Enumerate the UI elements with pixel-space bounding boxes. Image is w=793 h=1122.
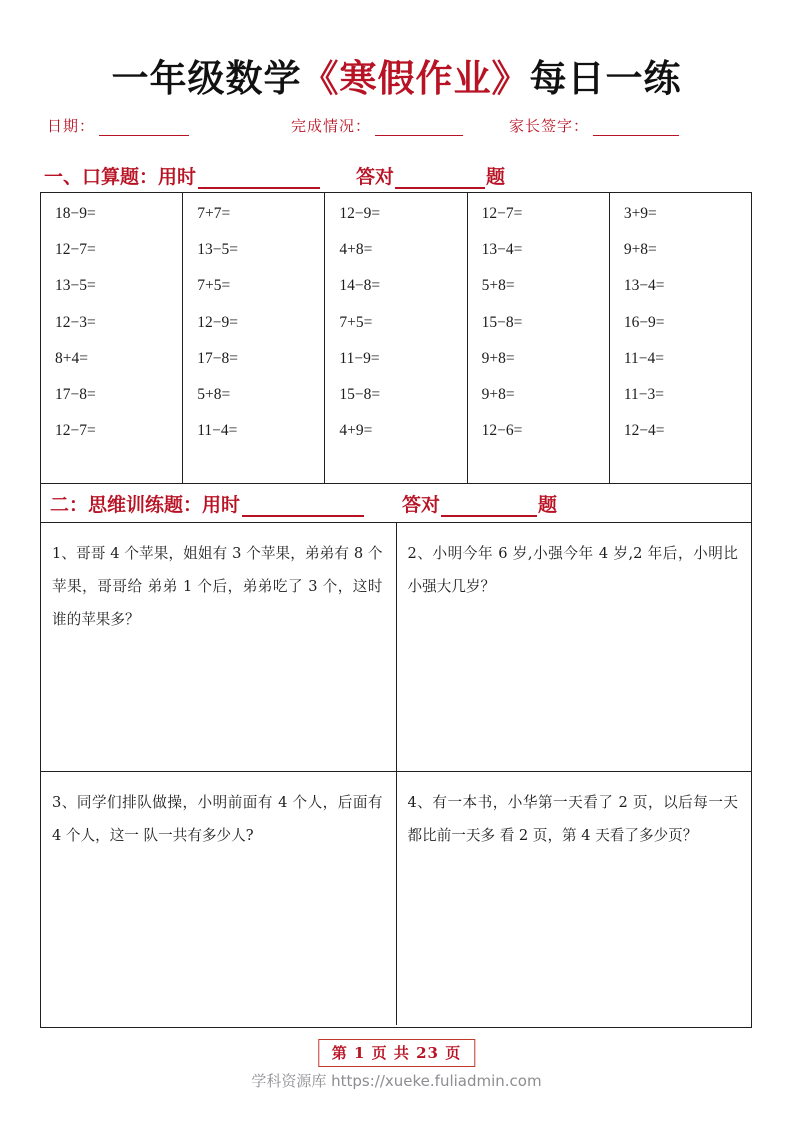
arithmetic-item[interactable]: 15−8=: [481, 313, 523, 331]
arithmetic-item[interactable]: 12−7=: [55, 241, 96, 259]
arithmetic-item[interactable]: 11−9=: [339, 349, 380, 367]
arithmetic-item[interactable]: 4+9=: [339, 422, 373, 440]
arithmetic-item[interactable]: 13−4=: [481, 241, 523, 259]
arithmetic-item[interactable]: 11−3=: [623, 385, 664, 403]
word-problem-row: [41, 772, 751, 1025]
arithmetic-item[interactable]: 17−8=: [197, 349, 238, 367]
word-problem-table: [40, 523, 752, 1028]
word-problem-cell[interactable]: [397, 523, 752, 771]
arithmetic-item[interactable]: 9+8=: [481, 349, 515, 367]
arithmetic-item[interactable]: 9+8=: [481, 385, 515, 403]
signature-blank[interactable]: [593, 120, 679, 136]
completion-label: 完成情况：: [291, 117, 372, 135]
section-2-correct-label: 答对: [402, 494, 441, 516]
title-part-3: 每日一练: [529, 56, 682, 100]
date-blank[interactable]: [99, 120, 189, 136]
arithmetic-item[interactable]: 7+5=: [339, 313, 373, 331]
arithmetic-item[interactable]: 7+5=: [197, 277, 231, 295]
section-2-correct-unit: 题: [538, 494, 558, 516]
section-2-title: 二：思维训练题：用时: [50, 494, 241, 516]
arithmetic-item[interactable]: 5+8=: [481, 277, 515, 295]
arithmetic-item[interactable]: 7+7=: [197, 205, 231, 222]
section-2-time-blank[interactable]: [242, 497, 364, 517]
arithmetic-column: [468, 193, 610, 483]
completion-field[interactable]: [291, 115, 463, 136]
section-1-time-blank[interactable]: [198, 169, 320, 189]
signature-field[interactable]: [509, 115, 679, 136]
date-field[interactable]: [47, 115, 189, 136]
completion-blank[interactable]: [375, 120, 463, 136]
arithmetic-item[interactable]: 13−5=: [55, 277, 96, 295]
section-2-heading: [50, 487, 557, 517]
arithmetic-column: [325, 193, 467, 483]
arithmetic-item[interactable]: 12−3=: [55, 313, 96, 331]
arithmetic-item[interactable]: 15−8=: [339, 385, 381, 403]
section-2-heading-row: [40, 484, 752, 523]
arithmetic-item[interactable]: 13−4=: [623, 277, 665, 295]
word-problem-row: [41, 523, 751, 772]
arithmetic-column: [610, 193, 751, 483]
signature-label: 家长签字：: [509, 117, 590, 135]
watermark: 学科资源库 https://xueke.fuliadmin.com: [251, 1072, 542, 1090]
title-part-2: 《寒假作业》: [301, 56, 530, 100]
section-1-correct-blank[interactable]: [395, 169, 485, 189]
arithmetic-item[interactable]: 12−6=: [481, 422, 523, 440]
arithmetic-item[interactable]: 12−9=: [339, 205, 381, 222]
arithmetic-item[interactable]: 13−5=: [197, 241, 238, 259]
section-1-heading: [44, 159, 752, 189]
section-1-correct-label: 答对: [356, 166, 395, 188]
page-title: [0, 48, 793, 102]
arithmetic-item[interactable]: 5+8=: [197, 385, 231, 403]
word-problem-cell[interactable]: [41, 523, 397, 771]
title-part-1: 一年级数学: [111, 56, 302, 100]
section-1-title: 一、口算题：用时: [44, 166, 197, 188]
word-problem-text: 1、哥哥 4 个苹果，姐姐有 3 个苹果，弟弟有 8 个苹果，哥哥给 弟弟 1 个后，弟弟吃了 3 个，这时谁的苹果多？: [52, 545, 383, 628]
page-indicator: 第 1 页 共 23 页: [318, 1039, 475, 1067]
info-row: [47, 115, 753, 141]
word-problem-text: 4、有一本书，小华第一天看了 2 页，以后每一天都比前一天多 看 2 页，第 4 天看了多少页？: [407, 794, 738, 844]
arithmetic-item[interactable]: 12−9=: [197, 313, 238, 331]
arithmetic-item[interactable]: 12−7=: [55, 422, 96, 440]
word-problem-text: 2、小明今年 6 岁,小强今年 4 岁,2 年后，小明比小强大几岁？: [407, 545, 738, 595]
section-1-correct-unit: 题: [486, 166, 506, 188]
date-label: 日期：: [47, 117, 96, 135]
arithmetic-item[interactable]: 12−7=: [481, 205, 523, 222]
arithmetic-item[interactable]: 8+4=: [55, 349, 88, 367]
arithmetic-item[interactable]: 14−8=: [339, 277, 381, 295]
word-problem-cell[interactable]: [397, 772, 752, 1025]
arithmetic-item[interactable]: 17−8=: [55, 385, 96, 403]
arithmetic-item[interactable]: 11−4=: [623, 349, 664, 367]
arithmetic-item[interactable]: 16−9=: [623, 313, 665, 331]
arithmetic-item[interactable]: 3+9=: [623, 205, 657, 222]
arithmetic-column: [183, 193, 325, 483]
arithmetic-item[interactable]: 18−9=: [55, 205, 96, 222]
arithmetic-item[interactable]: 12−4=: [623, 422, 665, 440]
word-problem-text: 3、同学们排队做操，小明前面有 4 个人，后面有 4 个人，这一 队一共有多少人?: [52, 794, 383, 844]
section-2-correct-blank[interactable]: [441, 497, 537, 517]
word-problem-cell[interactable]: [41, 772, 397, 1025]
arithmetic-item[interactable]: 4+8=: [339, 241, 373, 259]
arithmetic-column: [41, 193, 183, 483]
arithmetic-table: [40, 192, 752, 484]
arithmetic-item[interactable]: 9+8=: [623, 241, 657, 259]
arithmetic-item[interactable]: 11−4=: [197, 422, 238, 440]
